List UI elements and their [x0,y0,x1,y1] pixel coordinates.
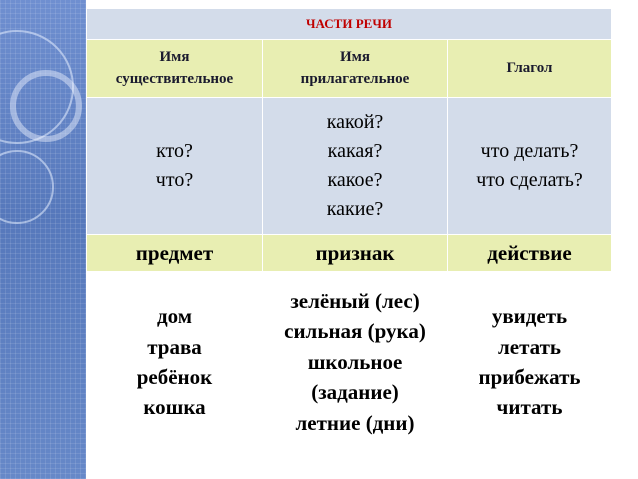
category-label: Имя [340,48,370,65]
meaning-cell-verb: действие [448,235,612,272]
meaning-row [87,235,612,272]
category-cell-adjective [263,40,448,98]
meaning-cell-adjective: признак [263,235,448,272]
example-word: летние (дни) [295,410,415,435]
example-word: летать [497,334,562,359]
examples-cell-verb [448,272,612,453]
example-word: сильная (рука) [284,319,426,344]
questions-row [87,98,612,235]
examples-cell-noun [87,272,263,453]
example-word: трава [147,334,202,359]
decorative-side-panel [0,0,86,479]
question-text: какая? [327,140,383,162]
examples-row [87,272,612,453]
example-word: кошка [143,395,206,420]
example-word: читать [496,395,563,420]
category-label: Имя [159,48,190,65]
category-row [87,40,612,98]
examples-cell-adjective [263,272,448,453]
category-cell-verb [448,40,612,98]
example-word: ребёнок [136,365,213,389]
table-title: ЧАСТИ РЕЧИ [87,9,612,40]
questions-cell-noun [87,98,263,235]
example-word: (задание) [311,380,399,405]
question-text: какое? [327,169,383,191]
category-cell-noun [87,40,263,98]
question-text: кто? [156,140,193,162]
category-label: прилагательное [300,70,410,87]
example-word: увидеть [491,304,568,329]
example-word: школьное [307,349,403,374]
example-word: зелёный (лес) [290,288,420,313]
questions-cell-verb [448,98,612,235]
question-text: что? [155,169,194,191]
question-text: что сделать? [476,169,583,191]
question-text: какие? [326,198,384,220]
example-word: прибежать [478,365,581,389]
question-text: что делать? [480,140,579,162]
category-label: Глагол [506,59,553,76]
table-title-row [87,9,612,40]
questions-cell-adjective [263,98,448,235]
question-text: какой? [326,111,384,133]
parts-of-speech-table [86,8,612,453]
example-word: дом [156,304,193,329]
category-label: существительное [115,70,234,87]
meaning-cell-noun: предмет [87,235,263,272]
decorative-ring [0,150,54,224]
decorative-ring [10,70,82,142]
